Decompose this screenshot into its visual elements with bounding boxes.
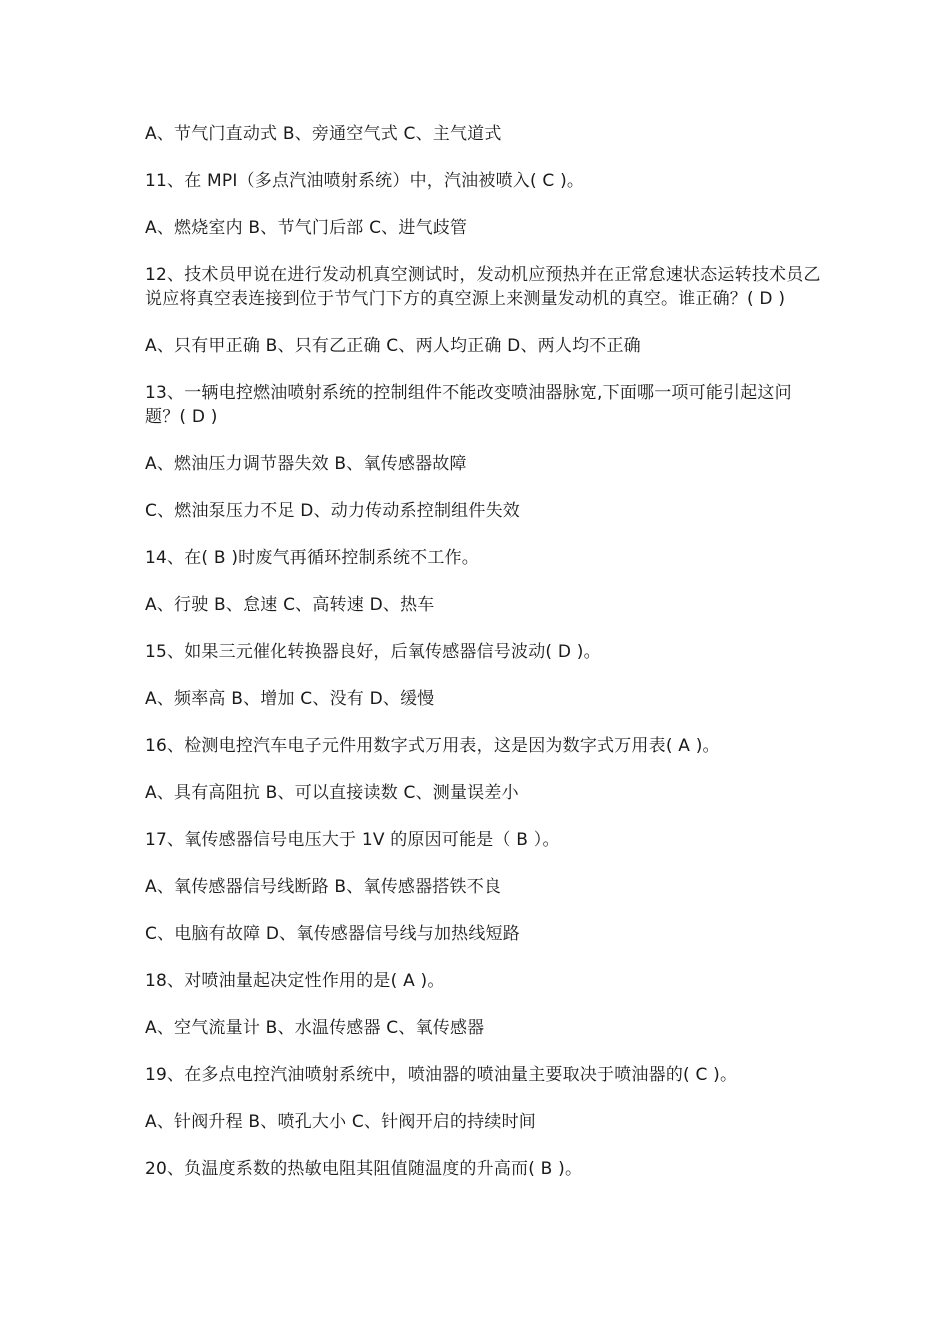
question-17: 17、氧传感器信号电压大于 1V 的原因可能是（ B ）。 xyxy=(145,830,560,850)
answer-options: A、只有甲正确 B、只有乙正确 C、两人均正确 D、两人均不正确 xyxy=(145,336,641,356)
answer-options: A、行驶 B、怠速 C、高转速 D、热车 xyxy=(145,595,435,615)
answer-options: A、具有高阻抗 B、可以直接读数 C、测量误差小 xyxy=(145,783,519,803)
answer-options: A、节气门直动式 B、旁通空气式 C、主气道式 xyxy=(145,124,502,144)
question-20: 20、负温度系数的热敏电阻其阻值随温度的升高而( B )。 xyxy=(145,1159,583,1179)
answer-options: A、氧传感器信号线断路 B、氧传感器搭铁不良 xyxy=(145,877,502,897)
question-11: 11、在 MPI（多点汽油喷射系统）中，汽油被喷入( C )。 xyxy=(145,171,585,191)
answer-options: A、燃油压力调节器失效 B、氧传感器故障 xyxy=(145,454,467,474)
answer-options: A、空气流量计 B、水温传感器 C、氧传感器 xyxy=(145,1018,485,1038)
question-15: 15、如果三元催化转换器良好，后氧传感器信号波动( D )。 xyxy=(145,642,601,662)
question-16: 16、检测电控汽车电子元件用数字式万用表，这是因为数字式万用表( A )。 xyxy=(145,736,720,756)
answer-options: C、燃油泵压力不足 D、动力传动系控制组件失效 xyxy=(145,501,520,521)
answer-options: A、频率高 B、增加 C、没有 D、缓慢 xyxy=(145,689,435,709)
question-12: 12、技术员甲说在进行发动机真空测试时，发动机应预热并在正常怠速状态运转技术员乙说应将真空表连接到位于节气门下方的真空源上来测量发动机的真空。谁正确？( D ) xyxy=(145,265,821,309)
question-14: 14、在( B )时废气再循环控制系统不工作。 xyxy=(145,548,479,568)
answer-options: A、燃烧室内 B、节气门后部 C、进气歧管 xyxy=(145,218,468,238)
answer-options: C、电脑有故障 D、氧传感器信号线与加热线短路 xyxy=(145,924,520,944)
document-body xyxy=(145,122,825,1204)
question-18: 18、对喷油量起决定性作用的是( A )。 xyxy=(145,971,445,991)
question-13: 13、一辆电控燃油喷射系统的控制组件不能改变喷油器脉宽,下面哪一项可能引起这问题？( D ) xyxy=(145,383,792,427)
answer-options: A、针阀升程 B、喷孔大小 C、针阀开启的持续时间 xyxy=(145,1112,536,1132)
question-19: 19、在多点电控汽油喷射系统中，喷油器的喷油量主要取决于喷油器的( C )。 xyxy=(145,1065,738,1085)
